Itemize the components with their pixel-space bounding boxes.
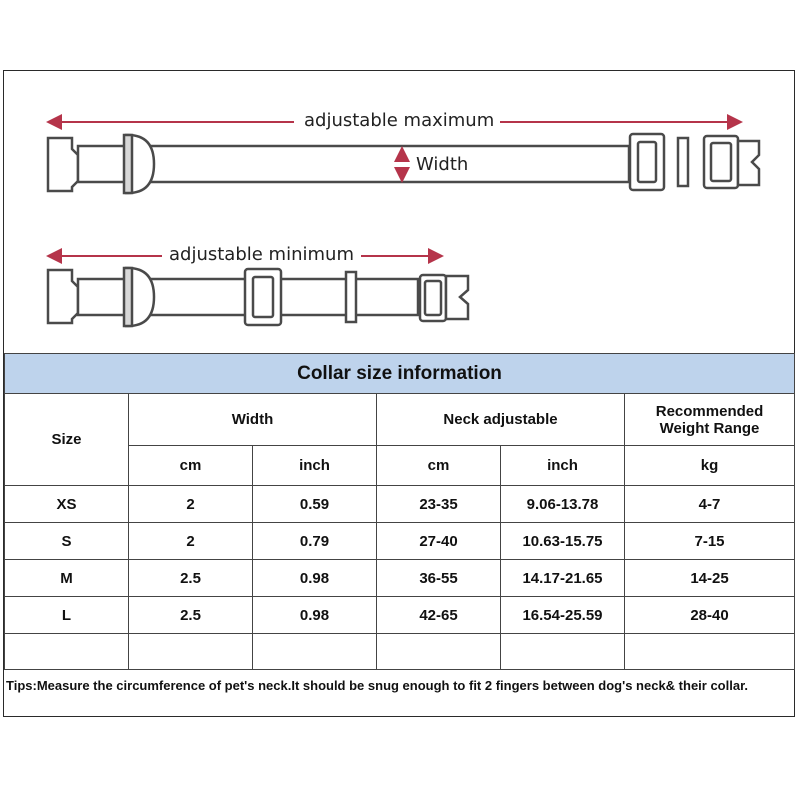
table-row (5, 597, 795, 634)
weight-header (625, 394, 795, 446)
collar-minimum (48, 268, 468, 326)
neck-inch-cell: 9.06-13.78 (501, 486, 625, 523)
weight-cell: 14-25 (625, 560, 795, 597)
empty-cell (377, 634, 501, 670)
empty-cell (5, 634, 129, 670)
collar-size-table (4, 353, 795, 670)
weight-header-line2: Weight Range (659, 419, 760, 437)
width-inch-cell: 0.59 (253, 486, 377, 523)
unit-neck-inch: inch (501, 446, 625, 486)
table-row (5, 560, 795, 597)
empty-cell (129, 634, 253, 670)
empty-row (5, 634, 795, 670)
unit-width-inch: inch (253, 446, 377, 486)
empty-cell (501, 634, 625, 670)
table-title: Collar size information (5, 354, 795, 394)
adjustable-maximum-label: adjustable maximum (301, 111, 497, 131)
width-inch-cell: 0.79 (253, 523, 377, 560)
width-cm-cell: 2 (129, 486, 253, 523)
table-row (5, 486, 795, 523)
neck-cm-cell: 27-40 (377, 523, 501, 560)
neck-cm-cell: 42-65 (377, 597, 501, 634)
unit-weight: kg (625, 446, 795, 486)
size-header: Size (5, 394, 129, 486)
neck-cm-cell: 36-55 (377, 560, 501, 597)
weight-header-line1: Recommended (655, 402, 764, 420)
empty-cell (253, 634, 377, 670)
neck-inch-cell: 14.17-21.65 (501, 560, 625, 597)
unit-width-cm: cm (129, 446, 253, 486)
weight-cell: 7-15 (625, 523, 795, 560)
neck-cm-cell: 23-35 (377, 486, 501, 523)
width-cm-cell: 2.5 (129, 560, 253, 597)
size-cell: M (5, 560, 129, 597)
width-cm-cell: 2.5 (129, 597, 253, 634)
weight-cell: 4-7 (625, 486, 795, 523)
width-label: Width (416, 154, 469, 175)
size-cell: S (5, 523, 129, 560)
width-inch-cell: 0.98 (253, 560, 377, 597)
weight-cell: 28-40 (625, 597, 795, 634)
size-cell: XS (5, 486, 129, 523)
collar-diagram (4, 71, 794, 353)
width-inch-cell: 0.98 (253, 597, 377, 634)
tips-note: Tips:Measure the circumference of pet's neck.It should be snug enough to fit 2 fingers between dog's neck& their collar. (6, 678, 749, 693)
adjustable-minimum-label: adjustable minimum (166, 245, 357, 265)
collar-maximum (48, 134, 759, 193)
width-header: Width (129, 394, 377, 446)
neck-inch-cell: 10.63-15.75 (501, 523, 625, 560)
size-chart-frame (3, 70, 795, 717)
size-cell: L (5, 597, 129, 634)
unit-neck-cm: cm (377, 446, 501, 486)
neck-inch-cell: 16.54-25.59 (501, 597, 625, 634)
width-cm-cell: 2 (129, 523, 253, 560)
empty-cell (625, 634, 795, 670)
neck-header: Neck adjustable (377, 394, 625, 446)
table-row (5, 523, 795, 560)
